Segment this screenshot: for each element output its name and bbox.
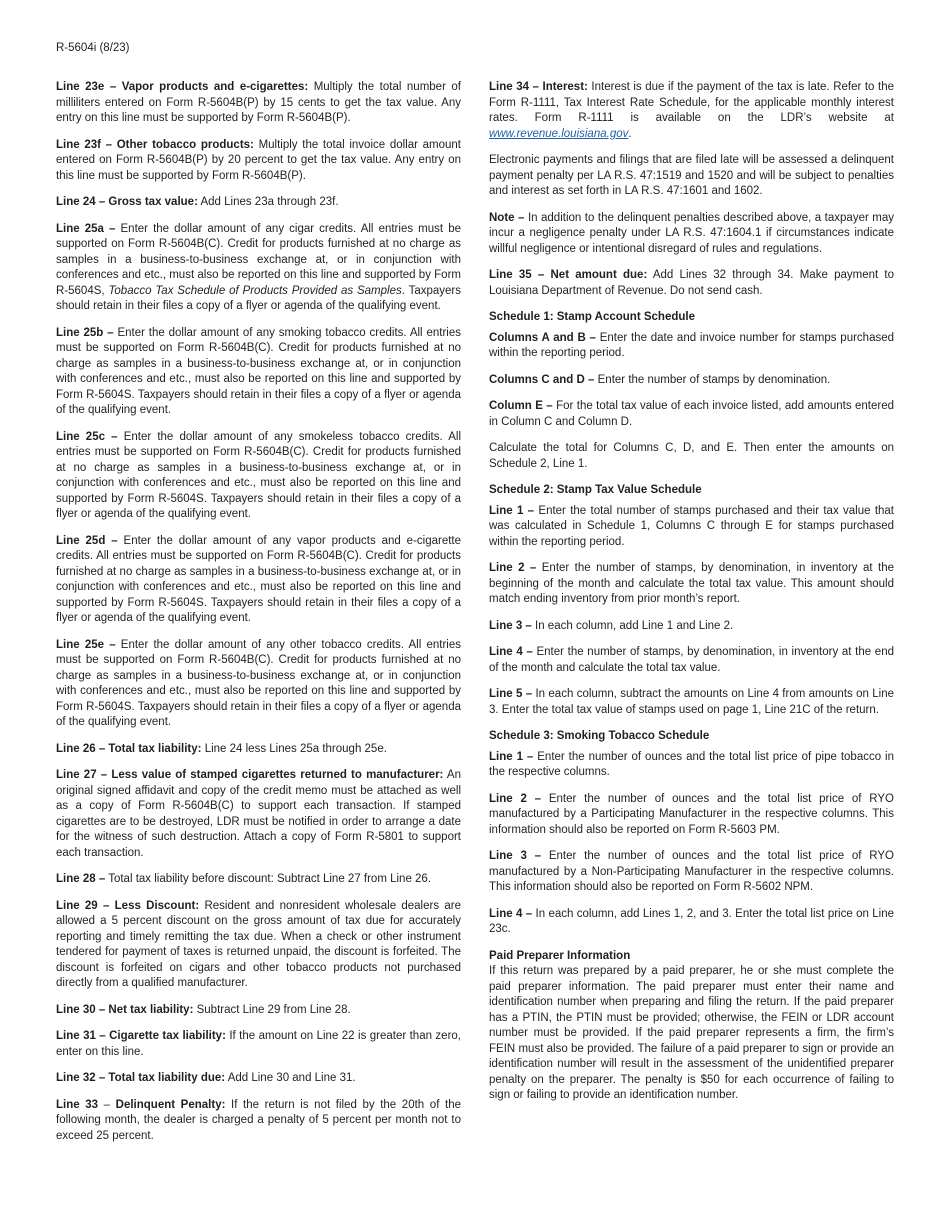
s1-columns-ab-paragraph	[489, 331, 894, 362]
line-25b-text: Enter the dollar amount of any smoking tobacco credits. All entries must be supported on Form R-5604B(C). Credit for products furnished at no charge as samples in a business-to-business exchange at, or in conjunction with conferences and etc., must also be reported on this line and supported by Form R-5604S. Taxpayers should retain in their files a copy of a flyer or agenda of the qualifying event.	[56, 326, 461, 416]
line-35-paragraph	[489, 268, 894, 299]
paid-preparer-heading: Paid Preparer Information	[489, 949, 631, 962]
line-31-paragraph	[56, 1029, 461, 1060]
s2-line-2-text: Enter the number of stamps, by denomination, in inventory at the beginning of the month and calculate the total tax value. This amount should match ending inventory from prior month’s report.	[489, 562, 895, 605]
line-25d-label: Line 25d –	[56, 534, 118, 547]
line-33-text: If the return is not filed by the 20th of the following month, the dealer is charged a penalty of 5 percent per month not to exceed 25 percent.	[56, 1098, 461, 1142]
schedule-1-heading: Schedule 1: Stamp Account Schedule	[489, 311, 695, 323]
line-34-label: Line 34 – Interest:	[489, 81, 588, 93]
line-27-label: Line 27 – Less value of stamped cigarettes returned to manufacturer:	[56, 769, 444, 781]
s1-column-e-label: Column E –	[489, 400, 553, 412]
line-25c-paragraph	[56, 430, 461, 523]
s3-line-4-label: Line 4 –	[489, 907, 533, 920]
form-identifier: R-5604i (8/23)	[56, 42, 130, 54]
line-35-text: Add Lines 32 through 34. Make payment to Louisiana Department of Revenue. Do not send cash.	[489, 269, 894, 297]
s1-column-e-paragraph	[489, 399, 894, 430]
line-24-label: Line 24 – Gross tax value:	[56, 196, 198, 208]
line-25e-text: Enter the dollar amount of any other tobacco credits. All entries must be supported on Form R-5604B(C). Credit for products furnished at no charge as samples in a business-to-business exchange at, or in conjunction with conferences and etc., must also be reported on this line and supported by Form R-5604S. Taxpayers should retain in their files a copy of a flyer or agenda of the qualifying event.	[56, 638, 461, 728]
paid-preparer-text: If this return was prepared by a paid preparer, he or she must complete the paid preparer information. The paid preparer must enter their name and identification number when preparing and filing the return. If the paid preparer has a PTIN, the PTIN must be provided; otherwise, the FEIN or LDR account number must be provided. If the paid preparer represents a firm, the firm’s FEIN must also be provided. The failure of a paid preparer to sign or provide an identification number will result in the assessment of the unidentified preparer penalty on the preparer. The penalty is $50 for each occurrence of failing to sign or failing to provide an identification number.	[489, 965, 894, 1101]
line-34-text: Interest is due if the payment of the tax is late. Refer to the Form R-1111, Tax Interest Rate Schedule, for the applicable monthly interest rates. Form R-1111 is available on the LDR’s website at	[489, 81, 894, 124]
electronic-payments-text: Electronic payments and filings that are filed late will be assessed a delinquent payment penalty per LA R.S. 47:1519 and 1520 and will be subject to penalties and interest as set forth in LA R.S. 47:1601 and 1602.	[489, 154, 894, 197]
line-28-paragraph	[56, 872, 461, 888]
s2-line-5-paragraph	[489, 687, 894, 718]
line-34-text-end: .	[628, 127, 632, 140]
right-column	[489, 80, 894, 1115]
paid-preparer-paragraph	[489, 964, 894, 1104]
s2-line-4-text: Enter the number of stamps, by denomination, in inventory at the end of the month and calculate the total tax value.	[489, 646, 894, 674]
s3-line-4-text: In each column, add Lines 1, 2, and 3. Enter the total list price on Line 23c.	[489, 907, 895, 935]
line-31-text: If the amount on Line 22 is greater than zero, enter on this line.	[56, 1030, 461, 1058]
line-23f-text: Multiply the total invoice dollar amount entered on Form R-5604B(P) by 20 percent to get the tax value. Any entry on this line must be supported by Form R-5604B(P).	[56, 138, 462, 182]
s1-columns-cd-paragraph	[489, 373, 894, 389]
line-25e-paragraph	[56, 638, 461, 731]
line-25b-label: Line 25b –	[56, 326, 114, 339]
line-25d-text: Enter the dollar amount of any vapor products and e-cigarette credits. All entries must be supported on Form R-5604B(C). Credit for products furnished at no charge as samples in a business-to-business exchange at, or in conjunction with conferences and etc., must also be reported on this line and supported by Form R-5604S. Taxpayers should retain in their files a copy of a flyer or agenda of the qualifying event.	[56, 534, 462, 624]
s1-columns-ab-text: Enter the date and invoice number for stamps purchased within the reporting period.	[489, 331, 895, 359]
s3-line-3-label: Line 3 –	[489, 850, 542, 862]
line-33-dash: –	[98, 1098, 116, 1111]
line-32-text: Add Line 30 and Line 31.	[225, 1072, 356, 1084]
s2-line-3-text: In each column, add Line 1 and Line 2.	[531, 619, 734, 632]
s3-line-3-paragraph	[489, 849, 894, 896]
line-30-label: Line 30 – Net tax liability:	[56, 1003, 194, 1016]
line-28-label: Line 28 –	[56, 873, 106, 885]
line-25a-text: Enter the dollar amount of any cigar credits. All entries must be supported on Form R-5604B(C). Credit for products furnished at no charge as samples in a business-to-business exchange at, or in conjunction with conferences and etc., must also be reported on this line and supported by Form R-5604S,	[56, 222, 461, 297]
line-25a-label: Line 25a –	[56, 222, 116, 235]
s2-line-1-paragraph	[489, 504, 894, 551]
line-31-label: Line 31 – Cigarette tax liability:	[56, 1030, 226, 1042]
note-text: In addition to the delinquent penalties described above, a taxpayer may incur a negligence penalty under LA R.S. 47:1604.1 if circumstances indicate willful negligence or intentional disregard of rules and regulations.	[489, 211, 895, 255]
line-25b-paragraph	[56, 326, 461, 419]
s2-line-2-paragraph	[489, 561, 894, 608]
s2-line-5-text: In each column, subtract the amounts on Line 4 from amounts on Line 3. Enter the total tax value of stamps used on page 1, Line 21C of the return.	[489, 688, 894, 716]
line-25a-paragraph	[56, 222, 461, 315]
line-32-paragraph	[56, 1071, 461, 1087]
electronic-payments-paragraph	[489, 153, 894, 200]
schedule-2-heading: Schedule 2: Stamp Tax Value Schedule	[489, 484, 702, 496]
line-23f-paragraph	[56, 138, 461, 185]
s2-line-4-paragraph	[489, 645, 894, 676]
line-29-label: Line 29 – Less Discount:	[56, 899, 200, 912]
s2-line-5-label: Line 5 –	[489, 688, 533, 700]
line-33-label: Line 33	[56, 1098, 99, 1111]
s2-line-3-paragraph	[489, 619, 894, 635]
s3-line-1-paragraph	[489, 750, 894, 781]
line-34-paragraph	[489, 80, 894, 142]
line-33-paragraph	[56, 1098, 461, 1145]
line-25c-text: Enter the dollar amount of any smokeless tobacco credits. All entries must be supported on Form R-5604B(C). Credit for products furnished at no charge as samples in a business-to-business exchange at, or in conjunction with conferences and etc., must also be reported on this line and supported by Form R-5604S. Taxpayers should retain in their files a copy of a flyer or agenda of the qualifying event.	[56, 430, 461, 520]
s3-line-3-text: Enter the number of ounces and the total list price of RYO manufactured by a Non-Participating Manufacturer in the respective columns. This information should also be reported on Form R-5602 NPM.	[489, 850, 894, 893]
s1-calculate-text: Calculate the total for Columns C, D, and E. Then enter the amounts on Schedule 2, Line 1.	[489, 442, 894, 470]
line-23e-text: Multiply the total number of milliliters entered on Form R-5604B(P) by 15 cents to get the tax value. Any entry on this line must be supported by Form R-5604B(P).	[56, 81, 461, 124]
line-23e-label: Line 23e – Vapor products and e-cigarettes:	[56, 81, 309, 93]
line-26-text: Line 24 less Lines 25a through 25e.	[201, 742, 387, 755]
line-30-text: Subtract Line 29 from Line 28.	[193, 1003, 351, 1016]
line-32-label: Line 32 – Total tax liability due:	[56, 1072, 226, 1084]
s3-line-2-text: Enter the number of ounces and the total list price of RYO manufactured by a Participating Manufacturer in the respective columns. This information should also be reported on Form R-5603 PM.	[489, 792, 894, 836]
line-26-paragraph	[56, 742, 461, 758]
s1-column-e-text: For the total tax value of each invoice listed, add amounts entered in Column C and Column D.	[489, 400, 895, 428]
line-25e-label: Line 25e –	[56, 638, 116, 651]
s3-line-2-paragraph	[489, 792, 894, 839]
line-28-text: Total tax liability before discount: Subtract Line 27 from Line 26.	[105, 873, 432, 885]
line-23f-label: Line 23f – Other tobacco products:	[56, 138, 254, 151]
note-label: Note –	[489, 211, 525, 224]
line-24-text: Add Lines 23a through 23f.	[197, 196, 339, 208]
line-25a-form-title: Tobacco Tax Schedule of Products Provided as Samples	[108, 284, 402, 297]
s3-line-1-text: Enter the number of ounces and the total list price of pipe tobacco in the respective columns.	[489, 750, 894, 778]
line-25c-label: Line 25c –	[56, 430, 118, 443]
line-27-paragraph	[56, 768, 461, 861]
line-26-label: Line 26 – Total tax liability:	[56, 742, 202, 755]
schedule-3-heading: Schedule 3: Smoking Tobacco Schedule	[489, 730, 710, 742]
line-29-paragraph	[56, 899, 461, 992]
s2-line-1-label: Line 1 –	[489, 504, 535, 517]
left-column	[56, 80, 461, 1155]
s1-columns-cd-text: Enter the number of stamps by denomination.	[594, 373, 831, 386]
s3-line-1-label: Line 1 –	[489, 750, 534, 763]
s3-line-2-label: Line 2 –	[489, 792, 542, 805]
line-25d-paragraph	[56, 534, 461, 627]
line-24-paragraph	[56, 195, 461, 211]
s2-line-2-label: Line 2 –	[489, 562, 537, 574]
s2-line-1-text: Enter the total number of stamps purchased and their tax value that was calculated in Schedule 1, Columns C through E for stamps purchased within the reporting period.	[489, 504, 895, 548]
note-paragraph	[489, 211, 894, 258]
s1-calculate-paragraph	[489, 441, 894, 472]
s2-line-3-label: Line 3 –	[489, 619, 532, 632]
line-30-paragraph	[56, 1003, 461, 1019]
s1-columns-ab-label: Columns A and B –	[489, 331, 596, 344]
s2-line-4-label: Line 4 –	[489, 646, 533, 658]
line-29-text: Resident and nonresident wholesale dealers are allowed a 5 percent discount on the gross amount of tax due for accurately reporting and timely remitting the tax due. When a check or other instrument tendered for payment of taxes is returned unpaid, the discount is forfeited. The discount is forfeited on cigars and other tobacco products not purchased directly from a qualified manufacturer.	[56, 899, 461, 989]
ldr-website-link[interactable]: www.revenue.louisiana.gov	[489, 127, 629, 140]
line-23e-paragraph	[56, 80, 461, 127]
line-35-label: Line 35 – Net amount due:	[489, 269, 648, 281]
s3-line-4-paragraph	[489, 907, 894, 938]
line-33-label-title: Delinquent Penalty:	[115, 1098, 226, 1111]
line-25a-text-end: . Taxpayers should retain in their files a copy of a flyer or agenda of the qualifying event.	[56, 284, 461, 312]
s1-columns-cd-label: Columns C and D –	[489, 373, 595, 386]
line-27-text: An original signed affidavit and copy of the credit memo must be attached as well as a copy of Form R-5604B(C) to support each transaction. If stamped cigarettes are to be destroyed, LDR must be notified in order to arrange a date for the witness of such destruction. Attach a copy of Form R-5801 to support each transaction.	[56, 769, 461, 859]
